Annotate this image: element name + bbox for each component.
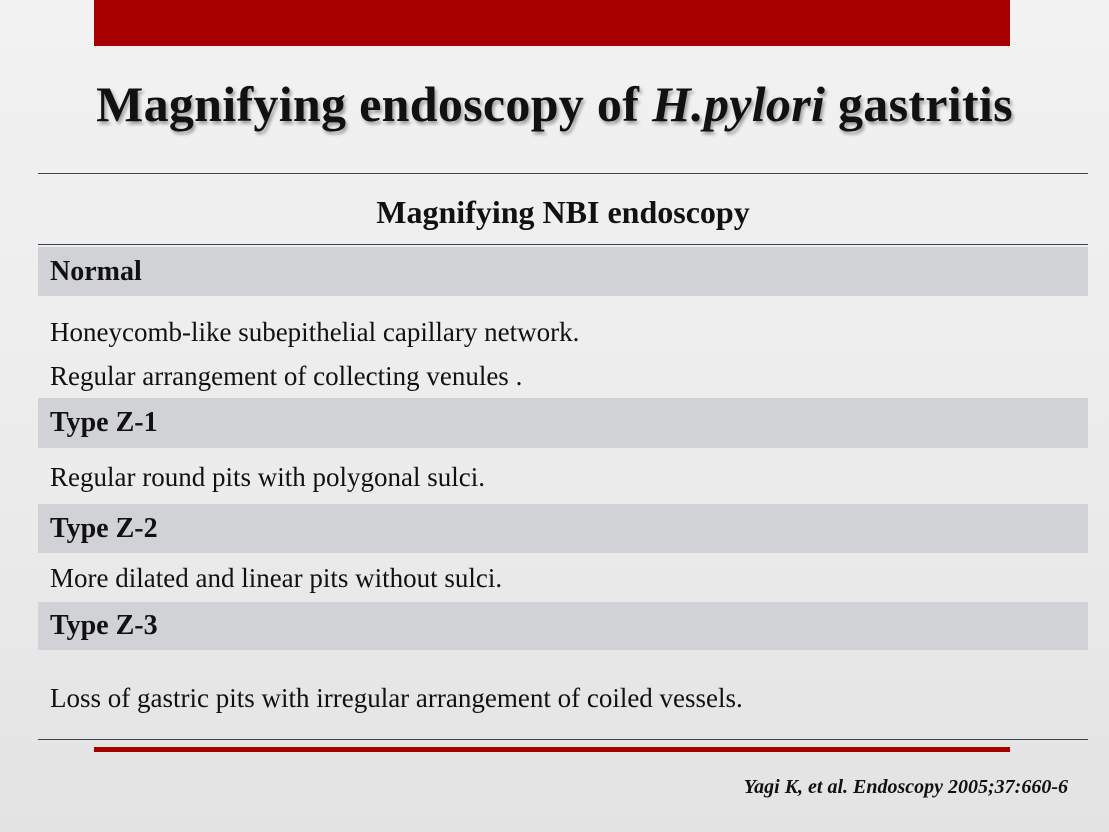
row-type-z1-line-1: Regular round pits with polygonal sulci. (50, 462, 485, 492)
table-top-rule (38, 173, 1088, 174)
table-heading: Magnifying NBI endoscopy (376, 194, 750, 230)
citation: Yagi K, et al. Endoscopy 2005;37:660-6 (743, 776, 1068, 798)
table-header-rule (38, 244, 1088, 245)
row-label-band-type-z2 (38, 504, 1088, 553)
row-normal-line-2: Regular arrangement of collecting venules . (50, 361, 523, 391)
row-normal-line-1: Honeycomb-like subepithelial capillary network. (50, 317, 580, 347)
row-label-type-z2: Type Z-2 (50, 512, 158, 544)
title-part-1: Magnifying endoscopy of (96, 76, 652, 132)
row-label-band-type-z3 (38, 602, 1088, 650)
title-italic-organism: H.pylori (651, 76, 826, 132)
row-type-z3-line-1: Loss of gastric pits with irregular arrangement of coiled vessels. (50, 683, 743, 713)
table-bottom-rule (38, 739, 1088, 740)
row-label-normal: Normal (50, 255, 142, 287)
row-label-type-z1: Type Z-1 (50, 407, 158, 438)
row-label-band-normal (38, 247, 1088, 296)
title-part-2: gastritis (825, 76, 1013, 132)
row-label-type-z3: Type Z-3 (50, 610, 158, 641)
row-label-band-type-z1 (38, 398, 1088, 448)
bottom-accent-bar (94, 747, 1010, 752)
row-type-z2-line-1: More dilated and linear pits without sulci. (50, 563, 503, 593)
slide-title (0, 72, 1109, 136)
top-accent-bar (94, 0, 1010, 46)
